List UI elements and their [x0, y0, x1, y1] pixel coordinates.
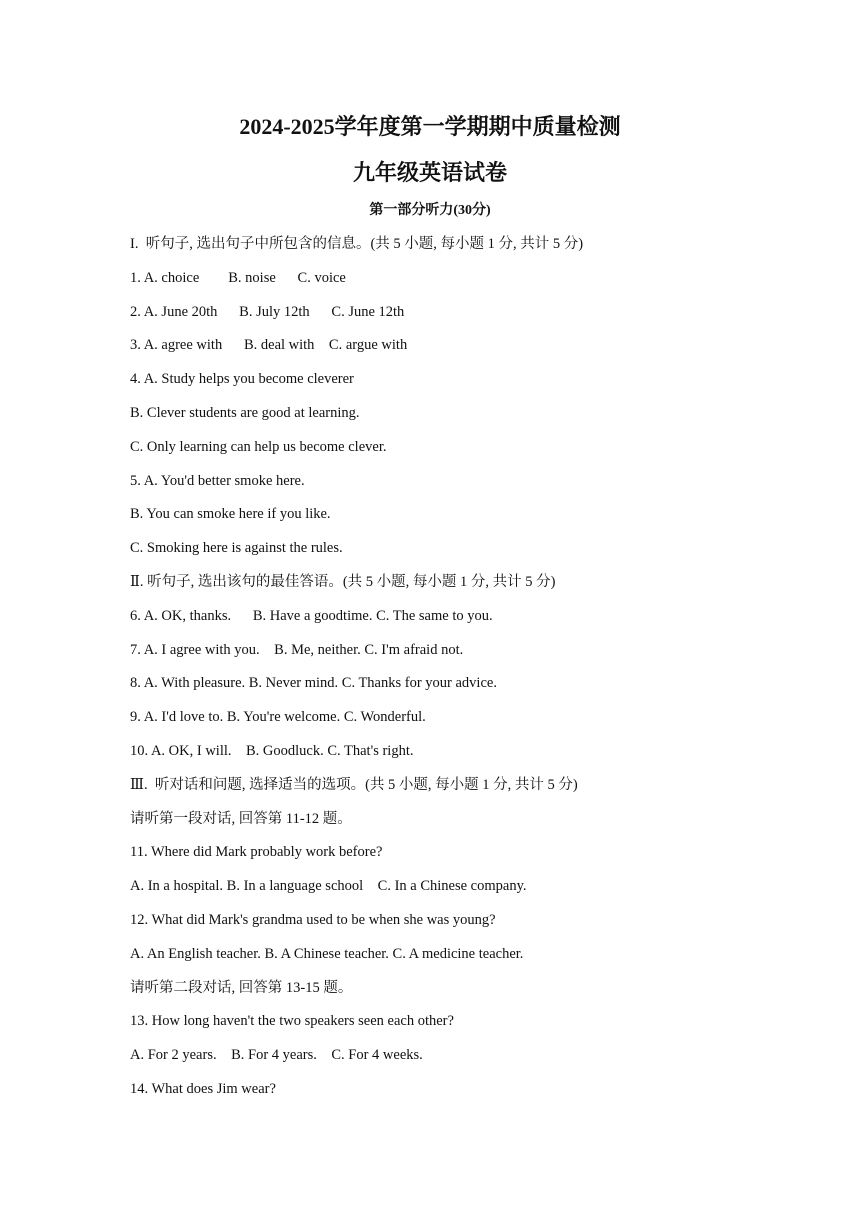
option-line: A. An English teacher. B. A Chinese teacher. C. A medicine teacher.	[130, 945, 524, 962]
question-line: 13. How long haven't the two speakers seen each other?	[130, 1013, 454, 1030]
section-heading-1: I. 听句子, 选出句子中所包含的信息。(共 5 小题, 每小题 1 分, 共计 5 分)	[130, 236, 584, 252]
option-line: B. You can smoke here if you like.	[130, 506, 331, 523]
section-heading-3: Ⅲ. 听对话和问题, 选择适当的选项。(共 5 小题, 每小题 1 分, 共计 5 分)	[130, 776, 578, 793]
question-line: 3. A. agree with B. deal with C. argue with	[130, 337, 408, 354]
instruction-line: 请听第二段对话, 回答第 13-15 题。	[130, 979, 353, 996]
option-line: A. In a hospital. B. In a language school C. In a Chinese company.	[130, 878, 527, 895]
option-line: C. Smoking here is against the rules.	[130, 540, 343, 557]
exam-title: 2024-2025学年度第一学期期中质量检测	[239, 114, 621, 139]
section-heading-2: Ⅱ. 听句子, 选出该句的最佳答语。(共 5 小题, 每小题 1 分, 共计 5 分)	[130, 573, 556, 590]
question-line: 4. A. Study helps you become cleverer	[130, 371, 354, 388]
option-line: A. For 2 years. B. For 4 years. C. For 4 weeks.	[130, 1047, 423, 1064]
question-line: 12. What did Mark's grandma used to be when she was young?	[130, 911, 496, 928]
question-line: 8. A. With pleasure. B. Never mind. C. Thanks for your advice.	[130, 675, 497, 692]
question-line: 1. A. choice B. noise C. voice	[130, 269, 346, 286]
question-line: 10. A. OK, I will. B. Goodluck. C. That's right.	[130, 742, 414, 759]
question-line: 7. A. I agree with you. B. Me, neither. C. I'm afraid not.	[130, 641, 464, 658]
question-line: 2. A. June 20th B. July 12th C. June 12th	[130, 303, 405, 320]
question-line: 5. A. You'd better smoke here.	[130, 472, 305, 489]
question-line: 14. What does Jim wear?	[130, 1080, 276, 1097]
question-line: 9. A. I'd love to. B. You're welcome. C. Wonderful.	[130, 709, 426, 726]
question-line: 6. A. OK, thanks. B. Have a goodtime. C. The same to you.	[130, 607, 493, 624]
option-line: C. Only learning can help us become clever.	[130, 438, 387, 455]
question-line: 11. Where did Mark probably work before?	[130, 844, 383, 861]
part-heading: 第一部分听力(30分)	[369, 203, 491, 218]
instruction-line: 请听第一段对话, 回答第 11-12 题。	[130, 810, 352, 827]
question-list	[130, 233, 750, 1112]
option-line: B. Clever students are good at learning.	[130, 404, 360, 421]
exam-subtitle: 九年级英语试卷	[352, 160, 507, 185]
